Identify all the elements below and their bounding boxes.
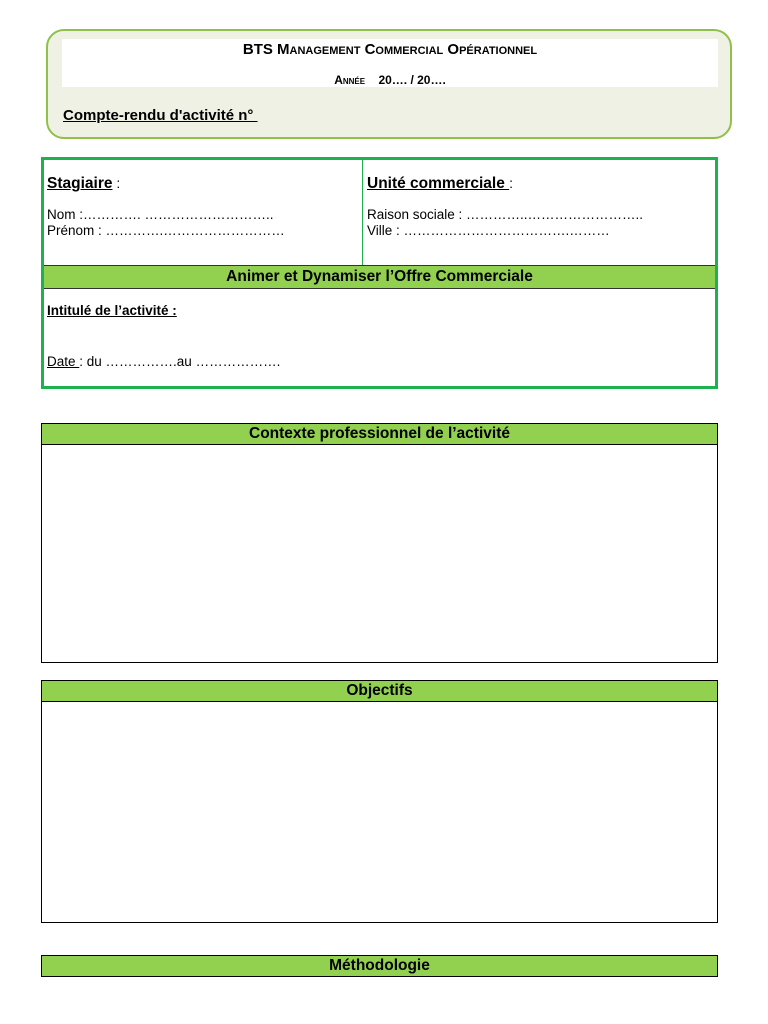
date-line <box>47 354 280 369</box>
date-value: : du …………….au ………………. <box>79 354 281 369</box>
methodologie-section <box>41 955 718 977</box>
stagiaire-column <box>47 175 357 239</box>
unite-column <box>367 175 712 239</box>
year-label: Année <box>334 73 366 87</box>
methodologie-heading: Méthodologie <box>42 956 717 976</box>
activity-band-title: Animer et Dynamiser l’Offre Commerciale <box>44 265 715 289</box>
year-line <box>62 73 718 87</box>
column-divider <box>362 160 363 265</box>
info-box <box>41 157 718 389</box>
year-value: 20…. / 20…. <box>378 73 446 87</box>
stagiaire-heading: Stagiaire : <box>47 175 121 192</box>
ville-field: Ville : ……………………………….……… <box>367 223 610 238</box>
date-label: Date <box>47 354 80 369</box>
nom-field: Nom :…………. ……………………….. <box>47 207 274 222</box>
raison-sociale-field: Raison sociale : …………..…………………….. <box>367 207 644 222</box>
document-title: BTS Management Commercial Opérationnel <box>242 41 538 58</box>
intitule-label: Intitulé de l’activité : <box>47 303 177 318</box>
header-title-area <box>62 39 718 87</box>
contexte-section <box>41 423 718 663</box>
report-title: Compte-rendu d'activité n° <box>63 107 258 124</box>
objectifs-section <box>41 680 718 923</box>
header-box <box>46 29 732 139</box>
prenom-field: Prénom : ………….……………………… <box>47 223 285 238</box>
contexte-heading: Contexte professionnel de l’activité <box>42 424 717 445</box>
objectifs-heading: Objectifs <box>42 681 717 702</box>
unite-heading: Unité commerciale : <box>367 175 514 192</box>
